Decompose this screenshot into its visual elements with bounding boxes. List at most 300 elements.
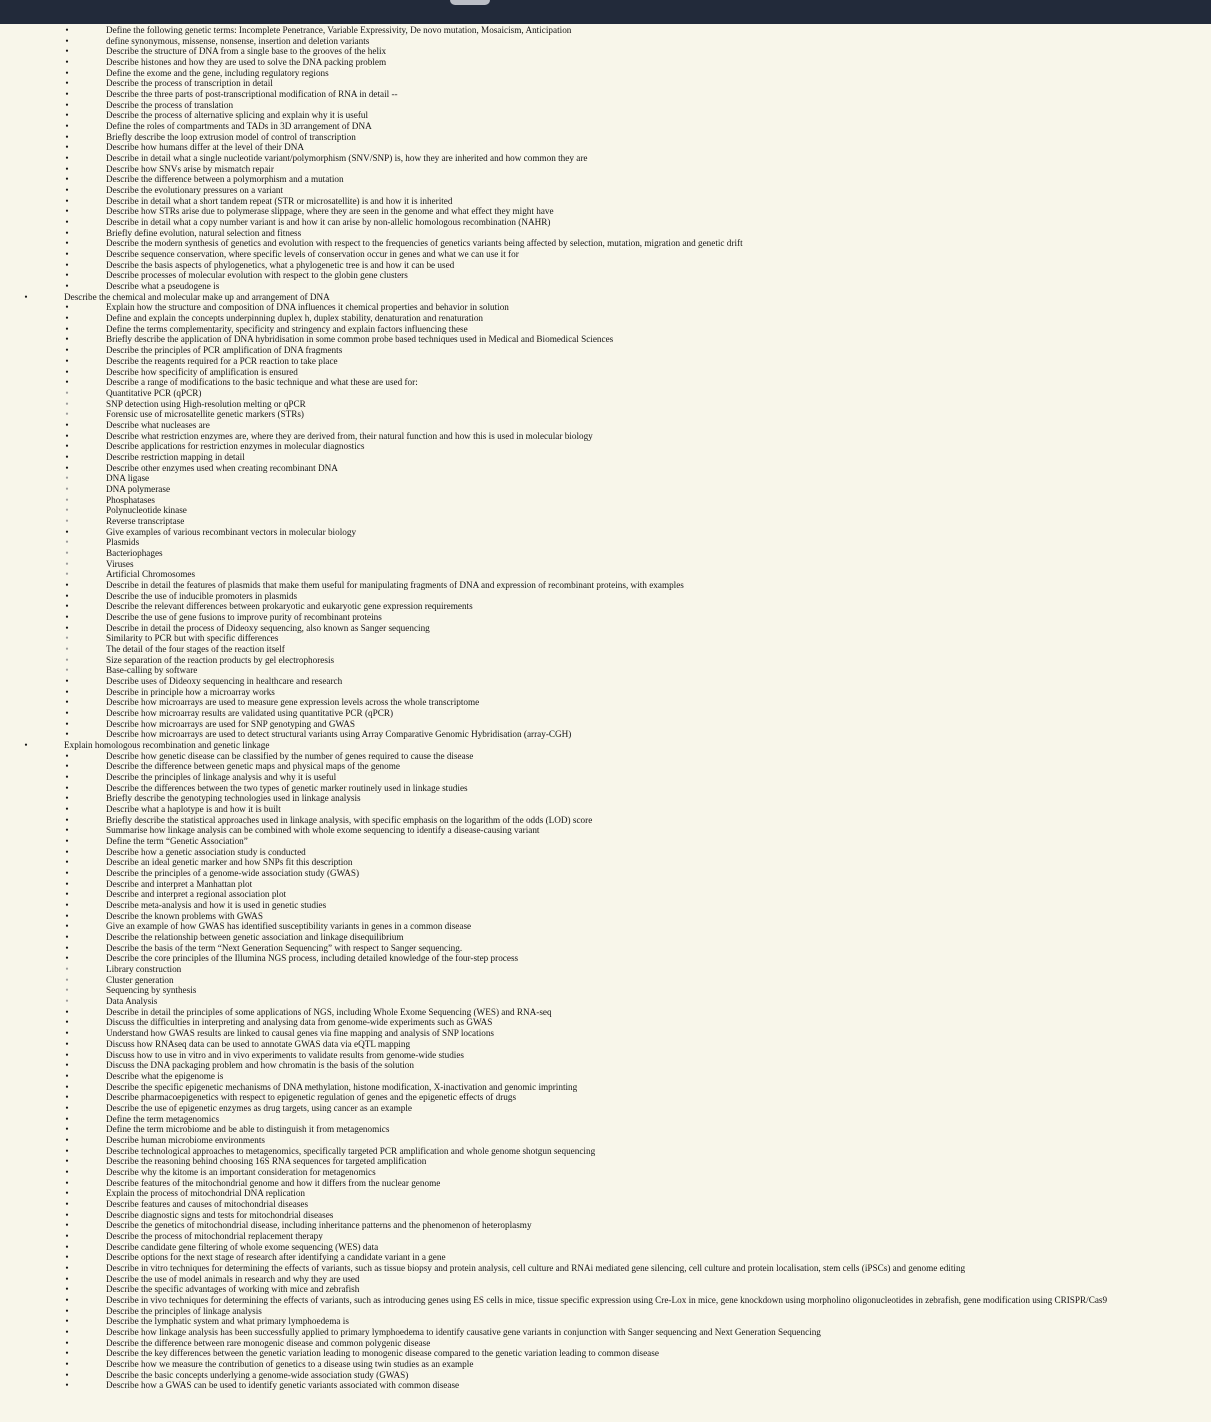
bullet-icon: • xyxy=(65,131,69,142)
bullet-icon: • xyxy=(65,793,69,804)
list-item-text: Discuss the DNA packaging problem and how chromatin is the basis of the solution xyxy=(106,1060,414,1071)
list-item-text: Describe features of the mitochondrial genome and how it differs from the nuclear genome xyxy=(106,1177,441,1188)
bullet-icon: • xyxy=(65,1006,69,1017)
list-item xyxy=(0,1274,1211,1285)
list-item xyxy=(0,377,1211,388)
list-item-text: Describe and interpret a Manhattan plot xyxy=(106,878,253,889)
list-item xyxy=(0,1220,1211,1231)
window-top-bar xyxy=(0,0,1211,24)
list-item-text: Describe the known problems with GWAS xyxy=(106,910,263,921)
bullet-icon: • xyxy=(65,1220,69,1231)
list-item xyxy=(0,900,1211,911)
list-item-text: Describe the three parts of post-transcriptional modification of RNA in detail -- xyxy=(106,89,398,100)
list-item-text: Describe the process of translation xyxy=(106,99,234,110)
list-item xyxy=(0,260,1211,271)
list-item xyxy=(0,313,1211,324)
bullet-icon: • xyxy=(65,270,69,281)
bullet-icon: • xyxy=(65,153,69,164)
list-item xyxy=(0,1178,1211,1189)
list-item-text: Reverse transcriptase xyxy=(106,515,185,526)
list-item-text: Library construction xyxy=(106,964,182,975)
bullet-icon: • xyxy=(65,163,69,174)
list-item xyxy=(0,1306,1211,1317)
list-item-text: Describe a range of modifications to the basic technique and what these are used for: xyxy=(106,377,418,388)
list-item xyxy=(0,36,1211,47)
sub-list-item xyxy=(0,996,1211,1007)
bullet-icon: • xyxy=(65,57,69,68)
list-item-text: Artificial Chromosomes xyxy=(106,569,196,580)
bullet-icon: • xyxy=(65,601,69,612)
list-item-text: Describe the use of gene fusions to improve purity of recombinant proteins xyxy=(106,611,382,622)
sub-list-item xyxy=(0,516,1211,527)
list-item-text: Phosphatases xyxy=(106,494,155,505)
bullet-icon: • xyxy=(65,996,69,1007)
bullet-icon: • xyxy=(65,494,69,505)
bullet-icon: • xyxy=(65,1252,69,1263)
bullet-icon: • xyxy=(65,1294,69,1305)
bullet-icon: • xyxy=(65,1113,69,1124)
sub-list-item xyxy=(0,633,1211,644)
list-item-text: Describe technological approaches to metagenomics, specifically targeted PCR amplification and whole genome shotgun sequencing xyxy=(106,1145,596,1156)
list-item-text: Describe the difference between rare monogenic disease and common polygenic disease xyxy=(106,1337,431,1348)
list-item xyxy=(0,25,1211,36)
list-item-text: Describe the principles of linkage analysis and why it is useful xyxy=(106,772,337,783)
bullet-icon: • xyxy=(65,1134,69,1145)
bullet-icon: • xyxy=(65,227,69,238)
bullet-icon: • xyxy=(65,1305,69,1316)
bullet-icon: • xyxy=(65,985,69,996)
bullet-icon: • xyxy=(24,291,28,302)
bullet-icon: • xyxy=(65,46,69,57)
bullet-icon: • xyxy=(65,89,69,100)
bullet-icon: • xyxy=(65,1017,69,1028)
bullet-icon: • xyxy=(65,761,69,772)
list-item-text: Similarity to PCR but with specific differences xyxy=(106,633,279,644)
list-item xyxy=(0,1039,1211,1050)
list-item-text: Bacteriophages xyxy=(106,547,163,558)
list-item xyxy=(0,196,1211,207)
bullet-icon: • xyxy=(65,643,69,654)
list-item xyxy=(0,1316,1211,1327)
bullet-icon: • xyxy=(65,1284,69,1295)
list-item xyxy=(0,1231,1211,1242)
bullet-icon: • xyxy=(65,910,69,921)
bullet-icon: • xyxy=(65,654,69,665)
bullet-icon: • xyxy=(65,259,69,270)
list-item-text: Data Analysis xyxy=(106,996,158,1007)
bullet-icon: • xyxy=(65,1070,69,1081)
list-item xyxy=(0,238,1211,249)
list-item-text: Describe the lymphatic system and what primary lymphoedema is xyxy=(106,1316,349,1327)
list-item-text: Briefly describe the application of DNA hybridisation in some common probe based techniques used in Medical and Biomedical Sciences xyxy=(106,334,614,345)
list-item xyxy=(0,857,1211,868)
list-item xyxy=(0,78,1211,89)
list-item xyxy=(0,612,1211,623)
bullet-icon: • xyxy=(65,921,69,932)
list-item xyxy=(0,174,1211,185)
list-item-text: Describe in detail the process of Dideoxy sequencing, also known as Sanger sequencing xyxy=(106,622,430,633)
list-item xyxy=(0,580,1211,591)
list-item xyxy=(0,281,1211,292)
list-item-text: Understand how GWAS results are linked to causal genes via fine mapping and analysis of SNP locations xyxy=(106,1028,495,1039)
list-item-text: Describe the structure of DNA from a single base to the grooves of the helix xyxy=(106,46,387,57)
bullet-icon: • xyxy=(65,590,69,601)
bullet-icon: • xyxy=(65,964,69,975)
bullet-icon: • xyxy=(65,355,69,366)
list-item xyxy=(0,1327,1211,1338)
bullet-icon: • xyxy=(65,1102,69,1113)
bullet-icon: • xyxy=(65,1188,69,1199)
list-item-text: Describe the basis of the term “Next Generation Sequencing” with respect to Sanger sequencing. xyxy=(106,942,463,953)
list-item xyxy=(0,324,1211,335)
list-item xyxy=(0,623,1211,634)
list-item xyxy=(0,932,1211,943)
bullet-icon: • xyxy=(65,974,69,985)
list-item xyxy=(0,847,1211,858)
list-item-text: Give an example of how GWAS has identified susceptibility variants in genes in a common disease xyxy=(106,921,472,932)
list-item xyxy=(0,1359,1211,1370)
list-item-text: Describe the difference between genetic maps and physical maps of the genome xyxy=(106,761,400,772)
list-item xyxy=(0,249,1211,260)
list-item-text: Describe features and causes of mitochondrial diseases xyxy=(106,1198,309,1209)
list-item-text: Describe the core principles of the Illumina NGS process, including detailed knowledge of the four-step process xyxy=(106,953,519,964)
bullet-icon: • xyxy=(65,142,69,153)
list-item xyxy=(0,1146,1211,1157)
list-item-text: Describe the reagents required for a PCR reaction to take place xyxy=(106,355,338,366)
bullet-icon: • xyxy=(65,537,69,548)
list-item xyxy=(0,1060,1211,1071)
list-item-text: Discuss the difficulties in interpreting and analysing data from genome-wide experiments such as GWAS xyxy=(106,1017,493,1028)
list-item xyxy=(0,793,1211,804)
bullet-icon: • xyxy=(65,547,69,558)
bullet-icon: • xyxy=(65,708,69,718)
list-item xyxy=(0,164,1211,175)
list-item-text: SNP detection using High-resolution melting or qPCR xyxy=(106,398,306,409)
list-item-text: Give examples of various recombinant vectors in molecular biology xyxy=(106,526,357,537)
section-heading-item xyxy=(0,740,1211,751)
bullet-icon: • xyxy=(65,846,69,857)
bullet-icon: • xyxy=(65,217,69,228)
bullet-icon: • xyxy=(65,195,69,206)
list-item-text: Define the following genetic terms: Incomplete Penetrance, Variable Expressivity, De novo mutation, Mosaicism, Anticipation xyxy=(106,25,572,35)
list-item-text: Describe the relationship between genetic association and linkage disequilibrium xyxy=(106,932,404,943)
list-item xyxy=(0,601,1211,612)
bullet-icon: • xyxy=(65,836,69,847)
list-item-text: Describe uses of Dideoxy sequencing in healthcare and research xyxy=(106,675,343,686)
list-item xyxy=(0,943,1211,954)
list-item-text: define synonymous, missense, nonsense, insertion and deletion variants xyxy=(106,35,370,46)
list-item-text: Define the term microbiome and be able to distinguish it from metagenomics xyxy=(106,1124,390,1135)
list-item xyxy=(0,1188,1211,1199)
list-item-text: Briefly describe the statistical approaches used in linkage analysis, with specific emphasis on the logarithm of the odds (LOD) score xyxy=(106,814,593,825)
bullet-icon: • xyxy=(65,932,69,943)
list-item xyxy=(0,1242,1211,1253)
list-item-text: Describe pharmacoepigenetics with respect to epigenetic regulation of genes and the epigenetic effects of drugs xyxy=(106,1092,517,1103)
list-item-text: Describe in detail what a copy number variant is and how it can arise by non-allelic homologous recombination (NAHR) xyxy=(106,217,551,228)
list-item xyxy=(0,1007,1211,1018)
bullet-icon: • xyxy=(65,665,69,676)
list-item-text: Describe the principles of linkage analysis xyxy=(106,1305,262,1316)
bullet-icon: • xyxy=(65,249,69,260)
list-item xyxy=(0,132,1211,143)
list-item xyxy=(0,142,1211,153)
list-item-text: Describe the relevant differences between prokaryotic and eukaryotic gene expression requirements xyxy=(106,601,473,612)
list-item-text: Summarise how linkage analysis can be combined with whole exome sequencing to identify a disease-causing variant xyxy=(106,825,540,836)
list-item-text: Describe how we measure the contribution of genetics to a disease using twin studies as an example xyxy=(106,1359,474,1369)
bullet-icon: • xyxy=(65,345,69,356)
list-item xyxy=(0,270,1211,281)
list-item xyxy=(0,1017,1211,1028)
list-item-text: Describe how microarrays are used for SNP genotyping and GWAS xyxy=(106,718,355,729)
list-item-text: DNA ligase xyxy=(106,473,150,484)
bullet-icon: • xyxy=(65,1049,69,1060)
list-item-text: Describe how a genetic association study is conducted xyxy=(106,846,306,857)
list-item xyxy=(0,334,1211,345)
bullet-icon: • xyxy=(65,1028,69,1039)
bullet-icon: • xyxy=(65,1262,69,1273)
sub-list-item xyxy=(0,537,1211,548)
list-item-text: Describe in vivo techniques for determining the effects of variants, such as introducing genes using ES cells in mice, tissue specific expression using Cre-Lox in mice, gene knockdown using morpholino oligonucleotides in zebrafish, gene modification using CRISPR/Cas9 xyxy=(106,1294,1108,1305)
list-item-text: Describe what a pseudogene is xyxy=(106,281,220,292)
list-item xyxy=(0,121,1211,132)
list-item xyxy=(0,46,1211,57)
bullet-icon: • xyxy=(65,1156,69,1167)
list-item xyxy=(0,1348,1211,1359)
bullet-icon: • xyxy=(65,526,69,537)
list-item-text: Forensic use of microsatellite genetic markers (STRs) xyxy=(106,409,304,420)
sub-list-item xyxy=(0,505,1211,516)
list-item-text: Base-calling by software xyxy=(106,665,198,676)
list-item xyxy=(0,1380,1211,1391)
list-item-text: Viruses xyxy=(106,558,134,569)
bullet-icon: • xyxy=(65,942,69,953)
list-item-text: Explain the process of mitochondrial DNA replication xyxy=(106,1188,306,1199)
bullet-icon: • xyxy=(65,281,69,292)
list-item-text: Sequencing by synthesis xyxy=(106,985,197,996)
bullet-icon: • xyxy=(65,419,69,430)
sub-list-item xyxy=(0,569,1211,580)
list-item xyxy=(0,356,1211,367)
list-item xyxy=(0,527,1211,538)
list-item-text: Describe how genetic disease can be classified by the number of genes required to cause the disease xyxy=(106,750,474,761)
bullet-icon: • xyxy=(65,1092,69,1103)
sub-list-item xyxy=(0,665,1211,676)
bullet-icon: • xyxy=(65,67,69,78)
bullet-icon: • xyxy=(65,174,69,185)
list-item-text: Define the term “Genetic Association” xyxy=(106,836,248,847)
list-item-text: Describe applications for restriction enzymes in molecular diagnostics xyxy=(106,441,365,452)
bullet-icon: • xyxy=(65,633,69,644)
bullet-icon: • xyxy=(65,857,69,868)
bullet-icon: • xyxy=(65,825,69,836)
list-item xyxy=(0,302,1211,313)
list-item-text: Discuss how to use in vitro and in vivo experiments to validate results from genome-wide studies xyxy=(106,1049,464,1060)
list-item xyxy=(0,1156,1211,1167)
list-item-text: Describe the specific advantages of working with mice and zebrafish xyxy=(106,1284,360,1295)
list-item-text: Define and explain the concepts underpinning duplex h, duplex stability, denaturation and renaturation xyxy=(106,313,484,324)
list-item-text: Describe the specific epigenetic mechanisms of DNA methylation, histone modification, X-inactivation and genomic imprinting xyxy=(106,1081,578,1092)
bullet-icon: • xyxy=(65,1273,69,1284)
list-item xyxy=(0,868,1211,879)
list-item-text: Describe and interpret a regional association plot xyxy=(106,889,287,900)
list-item xyxy=(0,804,1211,815)
sub-list-item xyxy=(0,964,1211,975)
list-item-text: Define the roles of compartments and TADs in 3D arrangement of DNA xyxy=(106,121,372,132)
bullet-icon: • xyxy=(65,313,69,324)
bullet-icon: • xyxy=(65,622,69,633)
list-item xyxy=(0,1252,1211,1263)
list-item-text: Describe the modern synthesis of genetics and evolution with respect to the frequencies of genetics variants being affected by selection, mutation, migration and genetic drift xyxy=(106,238,743,249)
bullet-icon: • xyxy=(65,473,69,484)
list-item xyxy=(0,1284,1211,1295)
list-item xyxy=(0,772,1211,783)
bullet-icon: • xyxy=(65,462,69,473)
bullet-icon: • xyxy=(65,1337,69,1348)
bullet-icon: • xyxy=(65,558,69,569)
list-item-text: Describe why the kitome is an important consideration for metagenomics xyxy=(106,1166,376,1177)
list-item-text: Cluster generation xyxy=(106,974,174,985)
list-item-text: Describe how microarrays are used to measure gene expression levels across the whole transcriptome xyxy=(106,697,480,708)
list-item-text: DNA polymerase xyxy=(106,483,171,494)
list-item-text: Describe how microarrays are used to detect structural variants using Array Comparative Genomic Hybridisation (array-CGH) xyxy=(106,729,572,740)
list-item xyxy=(0,345,1211,356)
list-item-text: Describe the genetics of mitochondrial disease, including inheritance patterns and the phenomenon of heteroplasmy xyxy=(106,1220,532,1231)
bullet-icon: • xyxy=(65,1038,69,1049)
bullet-icon: • xyxy=(65,35,69,46)
list-item-text: Describe sequence conservation, where specific levels of conservation occur in genes and what we can use it for xyxy=(106,249,519,260)
list-item xyxy=(0,100,1211,111)
bullet-icon: • xyxy=(65,718,69,729)
bullet-icon: • xyxy=(65,1326,69,1337)
list-item-text: Describe in detail the features of plasmids that make them useful for manipulating fragments of DNA and expression of recombinant proteins, with examples xyxy=(106,579,684,590)
list-item-text: Describe human microbiome environments xyxy=(106,1134,265,1145)
list-item-text: Describe how specificity of amplification is ensured xyxy=(106,366,298,377)
list-item xyxy=(0,89,1211,100)
list-item xyxy=(0,825,1211,836)
list-item-text: Describe the difference between a polymorphism and a mutation xyxy=(106,174,344,185)
bullet-icon: • xyxy=(65,889,69,900)
list-item-text: Polynucleotide kinase xyxy=(106,505,187,516)
sub-list-item xyxy=(0,399,1211,410)
sub-list-item xyxy=(0,484,1211,495)
bullet-icon: • xyxy=(65,772,69,783)
list-item xyxy=(0,1092,1211,1103)
bullet-icon: • xyxy=(24,740,28,751)
list-item-text: Describe the reasoning behind choosing 16S RNA sequences for targeted amplification xyxy=(106,1156,427,1167)
bullet-icon: • xyxy=(65,451,69,462)
bullet-icon: • xyxy=(65,441,69,452)
list-item-text: Describe what the epigenome is xyxy=(106,1070,224,1081)
bullet-icon: • xyxy=(65,1380,69,1391)
section-heading-item xyxy=(0,292,1211,303)
list-item xyxy=(0,836,1211,847)
toolbar-fragment xyxy=(450,0,490,5)
list-item-text: Describe other enzymes used when creating recombinant DNA xyxy=(106,462,338,473)
list-item xyxy=(0,1114,1211,1125)
list-item-text: Describe meta-analysis and how it is used in genetic studies xyxy=(106,900,327,911)
sub-list-item xyxy=(0,655,1211,666)
list-item-text: Describe options for the next stage of research after identifying a candidate variant in a gene xyxy=(106,1252,446,1263)
list-item-text: Describe candidate gene filtering of whole exome sequencing (WES) data xyxy=(106,1241,379,1252)
list-item-text: Briefly describe the loop extrusion model of control of transcription xyxy=(106,131,356,142)
bullet-icon: • xyxy=(65,206,69,217)
bullet-icon: • xyxy=(65,611,69,622)
list-item-text: Describe how a GWAS can be used to identify genetic variants associated with common disease xyxy=(106,1380,460,1391)
bullet-icon: • xyxy=(65,515,69,526)
list-item xyxy=(0,206,1211,217)
list-item-text: Define the exome and the gene, including regulatory regions xyxy=(106,67,329,78)
list-item-text: Describe the basis aspects of phylogenetics, what a phylogenetic tree is and how it can be used xyxy=(106,259,455,270)
bullet-icon: • xyxy=(65,323,69,334)
list-item-text: Quantitative PCR (qPCR) xyxy=(106,387,202,398)
list-item-text: Describe an ideal genetic marker and how SNPs fit this description xyxy=(106,857,353,868)
list-item-text: Discuss how RNAseq data can be used to annotate GWAS data via eQTL mapping xyxy=(106,1038,411,1049)
list-item-text: Describe the process of transcription in detail xyxy=(106,78,273,89)
list-item xyxy=(0,367,1211,378)
list-item xyxy=(0,676,1211,687)
sub-list-item xyxy=(0,548,1211,559)
list-item xyxy=(0,1370,1211,1381)
bullet-icon: • xyxy=(65,1124,69,1135)
list-item-text: Size separation of the reaction products by gel electrophoresis xyxy=(106,654,335,665)
list-item xyxy=(0,1295,1211,1306)
bullet-icon: • xyxy=(65,334,69,345)
bullet-icon: • xyxy=(65,814,69,825)
bullet-icon: • xyxy=(65,430,69,441)
list-item xyxy=(0,420,1211,431)
list-item-text: Describe how humans differ at the level of their DNA xyxy=(106,142,305,153)
list-item-text: Describe the use of inducible promoters in plasmids xyxy=(106,590,298,601)
sub-list-item xyxy=(0,644,1211,655)
list-item-text: Describe in detail what a single nucleotide variant/polymorphism (SNV/SNP) is, how they are inherited and how common they are xyxy=(106,153,588,164)
bullet-icon: • xyxy=(65,483,69,494)
list-item-text: Describe the process of mitochondrial replacement therapy xyxy=(106,1230,323,1241)
sub-list-item xyxy=(0,409,1211,420)
list-item xyxy=(0,431,1211,442)
list-item-text: Describe the process of alternative splicing and explain why it is useful xyxy=(106,110,369,121)
list-item-text: Describe what restriction enzymes are, where they are derived from, their natural function and how this is used in molecular biology xyxy=(106,430,593,441)
list-item xyxy=(0,783,1211,794)
bullet-icon: • xyxy=(65,185,69,196)
bullet-icon: • xyxy=(65,804,69,815)
list-item-text: Describe histones and how they are used to solve the DNA packing problem xyxy=(106,57,387,68)
sub-list-item xyxy=(0,985,1211,996)
bullet-icon: • xyxy=(65,1166,69,1177)
list-item-text: Describe in vitro techniques for determining the effects of variants, such as tissue biopsy and protein analysis, cell culture and RNAi mediated gene silencing, cell culture and protein localisation, stem cells (iPSCs) and genome editing xyxy=(106,1262,966,1273)
list-item-text: Describe the use of epigenetic enzymes as drug targets, using cancer as an example xyxy=(106,1102,412,1113)
bullet-icon: • xyxy=(65,1209,69,1220)
list-item-text: Describe what nucleases are xyxy=(106,419,210,430)
bullet-icon: • xyxy=(65,878,69,889)
bullet-icon: • xyxy=(65,121,69,132)
bullet-icon: • xyxy=(65,953,69,964)
list-item-text: Describe the principles of a genome-wide association study (GWAS) xyxy=(106,868,360,879)
bullet-icon: • xyxy=(65,1145,69,1156)
bullet-icon: • xyxy=(65,99,69,110)
list-item-text: Describe how microarray results are validated using quantitative PCR (qPCR) xyxy=(106,708,394,718)
bullet-icon: • xyxy=(65,110,69,121)
list-item xyxy=(0,1071,1211,1082)
bullet-icon: • xyxy=(65,398,69,409)
list-item-text: Describe in detail what a short tandem repeat (STR or microsatellite) is and how it is inherited xyxy=(106,195,453,206)
list-item xyxy=(0,687,1211,698)
bullet-icon: • xyxy=(65,729,69,740)
list-item xyxy=(0,1124,1211,1135)
list-item xyxy=(0,153,1211,164)
list-item-text: Describe restriction mapping in detail xyxy=(106,451,245,462)
list-item xyxy=(0,1338,1211,1349)
list-item-text: Describe processes of molecular evolution with respect to the globin gene clusters xyxy=(106,270,408,281)
